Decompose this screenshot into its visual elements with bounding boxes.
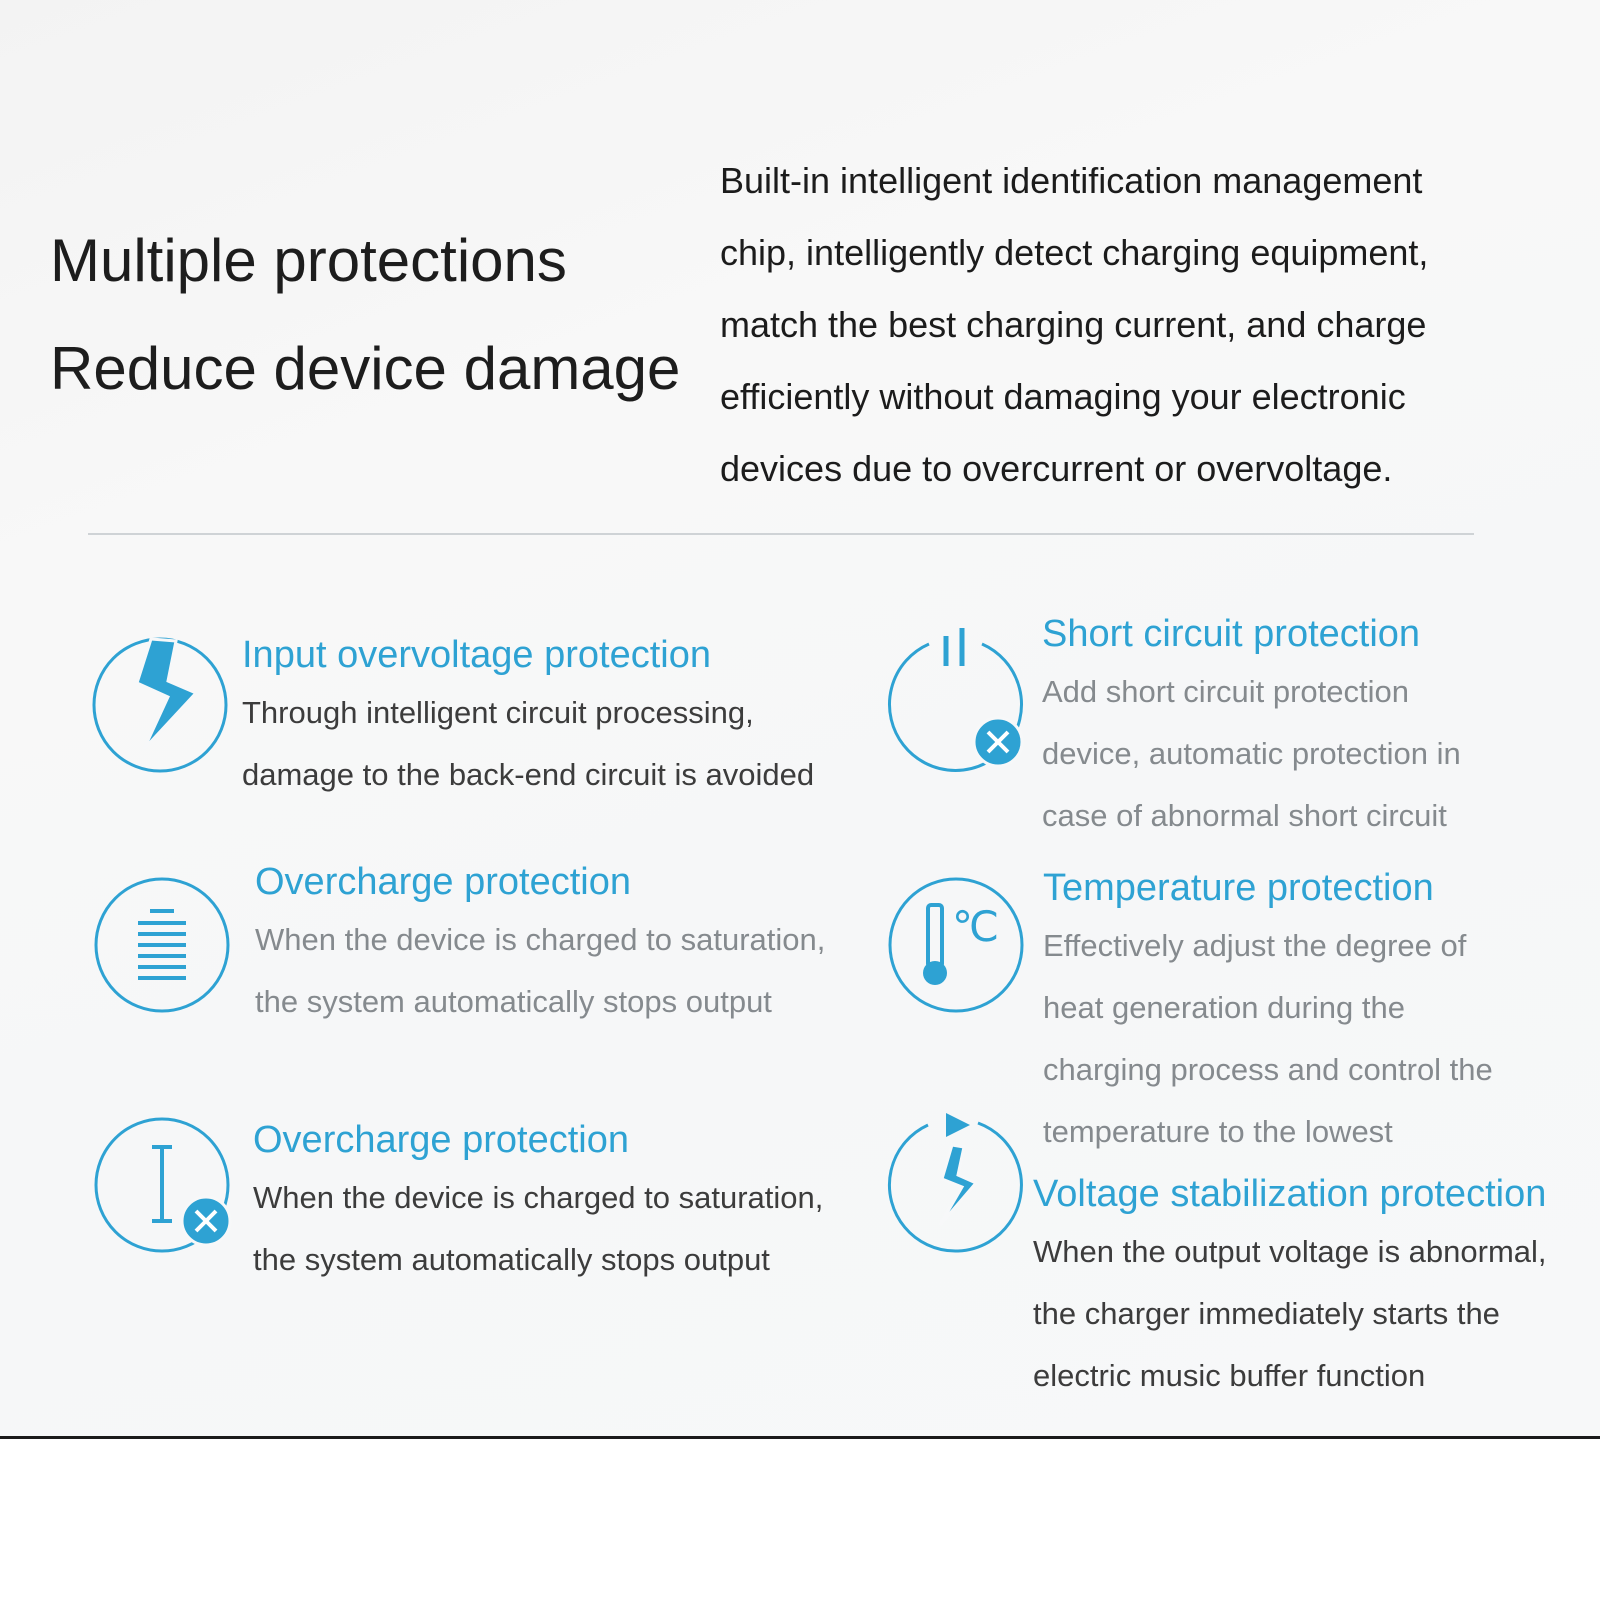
feature-input-overvoltage <box>242 628 814 806</box>
battery-level-icon <box>90 873 234 1017</box>
cycle-lightning-icon <box>884 1113 1028 1257</box>
celsius-glyph: ℃ <box>952 902 1000 951</box>
feature-description-line: charging process and control the <box>1043 1052 1493 1087</box>
thermometer-celsius-icon <box>884 873 1028 1017</box>
power-plug-x-icon <box>882 628 1026 772</box>
headline-line-2: Reduce device damage <box>50 335 681 402</box>
feature-description-line: Add short circuit protection <box>1042 674 1410 709</box>
page-title <box>50 207 680 423</box>
feature-description-line: the charger immediately starts the <box>1033 1296 1500 1331</box>
feature-title: Overcharge protection <box>253 1119 629 1161</box>
intro-line: efficiently without damaging your electronic <box>720 376 1406 417</box>
feature-description-line: the system automatically stops output <box>255 984 772 1019</box>
intro-line: devices due to overcurrent or overvoltage. <box>720 448 1393 489</box>
headline-line-1: Multiple protections <box>50 227 567 294</box>
feature-description-line: electric music buffer function <box>1033 1358 1426 1393</box>
feature-description-line: the system automatically stops output <box>253 1242 770 1277</box>
feature-description-line: device, automatic protection in <box>1042 736 1461 771</box>
intro-paragraph <box>720 145 1580 505</box>
feature-title: Input overvoltage protection <box>242 634 711 676</box>
feature-title: Overcharge protection <box>255 861 631 903</box>
feature-temperature <box>1043 861 1493 1163</box>
feature-overcharge <box>255 855 825 1033</box>
current-x-icon <box>90 1113 234 1257</box>
feature-title: Voltage stabilization protection <box>1033 1173 1547 1215</box>
feature-description-line: When the device is charged to saturation, <box>255 922 826 957</box>
feature-description-line: heat generation during the <box>1043 990 1405 1025</box>
feature-description-line: Through intelligent circuit processing, <box>242 695 754 730</box>
feature-description-line: temperature to the lowest <box>1043 1114 1393 1149</box>
feature-description-line: When the device is charged to saturation, <box>253 1180 824 1215</box>
section-divider <box>88 533 1474 535</box>
feature-voltage-stabilization <box>1033 1167 1547 1407</box>
feature-description-line: When the output voltage is abnormal, <box>1033 1234 1547 1269</box>
intro-line: chip, intelligently detect charging equipment, <box>720 232 1429 273</box>
intro-line: Built-in intelligent identification management <box>720 160 1423 201</box>
feature-short-circuit <box>1042 607 1461 847</box>
feature-overcharge-output <box>253 1113 823 1291</box>
intro-line: match the best charging current, and charge <box>720 304 1427 345</box>
feature-title: Temperature protection <box>1043 867 1434 909</box>
feature-title: Short circuit protection <box>1042 613 1421 655</box>
feature-description-line: case of abnormal short circuit <box>1042 798 1447 833</box>
lightning-bolt-icon <box>88 633 232 777</box>
feature-description-line: damage to the back-end circuit is avoided <box>242 757 815 792</box>
feature-description-line: Effectively adjust the degree of <box>1043 928 1467 963</box>
